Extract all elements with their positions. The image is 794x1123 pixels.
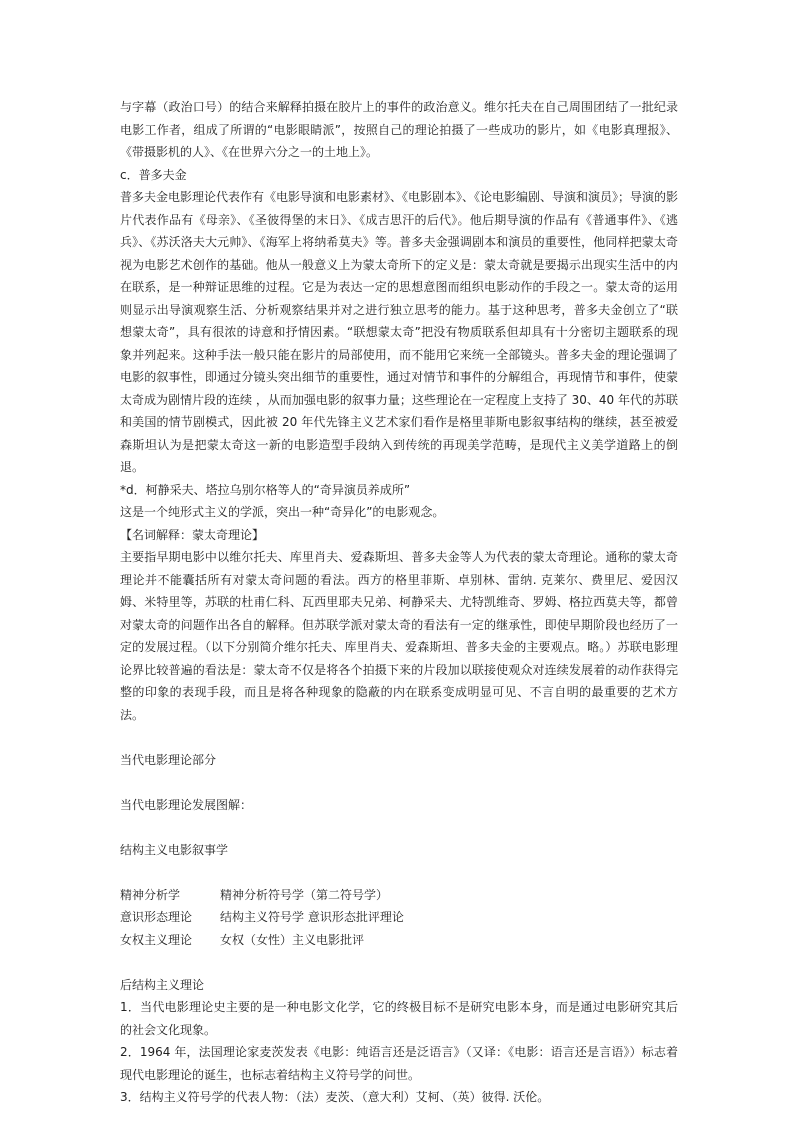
theory-row-value: 精神分析符号学（第二符号学） bbox=[220, 887, 389, 902]
numbered-item: 2．1964 年，法国理论家麦茨发表《电影：纯语言还是泛语言》（又译：《电影：语言还是言语》）标志着现代电影理论的诞生，也标志着结构主义符号学的问世。 bbox=[120, 1045, 678, 1082]
spacer bbox=[120, 771, 678, 794]
heading-feks: *d．柯静采夫、塔拉乌别尔格等人的“奇异演员养成所” bbox=[120, 482, 411, 497]
theory-row-label: 意识形态理论 bbox=[120, 910, 193, 924]
theory-row bbox=[120, 906, 678, 929]
paragraph-feks: 这是一个纯形式主义的学派，突出一种“奇异化”的电影观念。 bbox=[120, 505, 445, 519]
spacer bbox=[120, 861, 678, 884]
theory-row-label: 女权主义理论 bbox=[120, 932, 193, 947]
spacer bbox=[120, 951, 678, 974]
heading-term-montage: 【名词解释：蒙太奇理论】 bbox=[120, 527, 265, 542]
theory-row-label: 精神分析学 bbox=[120, 887, 181, 902]
theory-row-value: 女权（女性）主义电影批评 bbox=[220, 932, 365, 947]
paragraph-pudovkin: 普多夫金电影理论代表作有《电影导演和电影素材》、《电影剧本》、《论电影编剧、导演和演员》；导演的影片代表作品有《母亲》、《圣彼得堡的末日》、《成吉思汗的后代》。他后期导演的作品有《普通事件》、《逃兵》、《苏沃洛夫大元帅》、《海军上将纳希莫夫》等。普多夫金强调剧本和演员的重要性，他同样把蒙太奇视为电影艺术创作的基础。他从一般意义上为蒙太奇所下的定义是：蒙太奇就是要揭示出现实生活中的内在联系，是一种辩证思维的过程。它是为表达一定的思想意图而组织电影动作的手段之一。蒙太奇的运用则显示出导演观察生活、分析观察结果并对之进行独立思考的能力。基于这种思考，普多夫金创立了“联想蒙太奇”，具有很浓的诗意和抒情因素。“联想蒙太奇”把没有物质联系但却具有十分密切主题联系的现象并列起来。这种手法一般只能在影片的局部使用，而不能用它来统一全部镜头。普多夫金的理论强调了电影的叙事性，即通过分镜头突出细节的重要性，通过对情节和事件的分解组合，再现情节和事件，使蒙太奇成为剧情片段的连续 ，从而加强电影的叙事力量；这些理论在一定程度上支持了 30、40 年代的苏联和美国的情节剧模式，因此被 20 年代先锋主义艺术家们看作是格里菲斯电影叙事结构的继续，甚至被爱森斯坦认为是把蒙太奇这一新的电影造型手段纳入到传统的再现美学范畴，是现代主义美学道路上的倒退。 bbox=[120, 190, 679, 474]
theory-row bbox=[120, 929, 678, 952]
paragraph-montage-theory: 主要指早期电影中以维尔托夫、库里肖夫、爱森斯坦、普多夫金等人为代表的蒙太奇理论。通称的蒙太奇理论并不能囊括所有对蒙太奇问题的看法。西方的格里菲斯、卓别林、雷纳. 克莱尔、费里尼、爱因汉姆、米特里等，苏联的杜甫仁科、瓦西里耶夫兄弟、柯静采夫、尤特凯维奇、罗姆、格拉西莫夫等，都曾对蒙太奇的问题作出各自的解释。但苏联学派对蒙太奇的看法有一定的继承性，即使早期阶段也经历了一定的发展过程。（以下分别简介维尔托夫、库里肖夫、爱森斯坦、普多夫金的主要观点。略。）苏联电影理论界比较普遍的看法是：蒙太奇不仅是将各个拍摄下来的片段加以联接使观众对连续发展着的动作获得完整的印象的表现手段，而且是将各种现象的隐蔽的内在联系变成明显可见、不言自明的最重要的艺术方法。 bbox=[120, 550, 678, 722]
section-poststructuralism: 后结构主义理论 bbox=[120, 977, 205, 992]
heading-pudovkin: c．普多夫金 bbox=[120, 167, 187, 182]
theory-row-value: 结构主义符号学 意识形态批评理论 bbox=[220, 910, 404, 924]
section-structuralist-narratology: 结构主义电影叙事学 bbox=[120, 842, 229, 857]
numbered-item: 1．当代电影理论史主要的是一种电影文化学，它的终极目标不是研究电影本身，而是通过电影研究其后的社会文化现象。 bbox=[120, 1000, 678, 1037]
spacer bbox=[120, 816, 678, 839]
theory-row bbox=[120, 884, 678, 907]
paragraph-vertov: 与字幕（政治口号）的结合来解释拍摄在胶片上的事件的政治意义。维尔托夫在自己周围团结了一批纪录电影工作者，组成了所谓的“电影眼睛派”，按照自己的理论拍摄了一些成功的影片，如《电影真理报》、《带摄影机的人》、《在世界六分之一的土地上》。 bbox=[120, 100, 678, 159]
numbered-item: 3．结构主义符号学的代表人物：（法）麦茨、（意大利）艾柯、（英）彼得. 沃伦。 bbox=[120, 1090, 550, 1104]
section-contemporary-theory: 当代电影理论部分 bbox=[120, 752, 217, 767]
document-page bbox=[120, 96, 678, 1109]
section-diagram-title: 当代电影理论发展图解： bbox=[120, 797, 253, 812]
spacer bbox=[120, 726, 678, 749]
